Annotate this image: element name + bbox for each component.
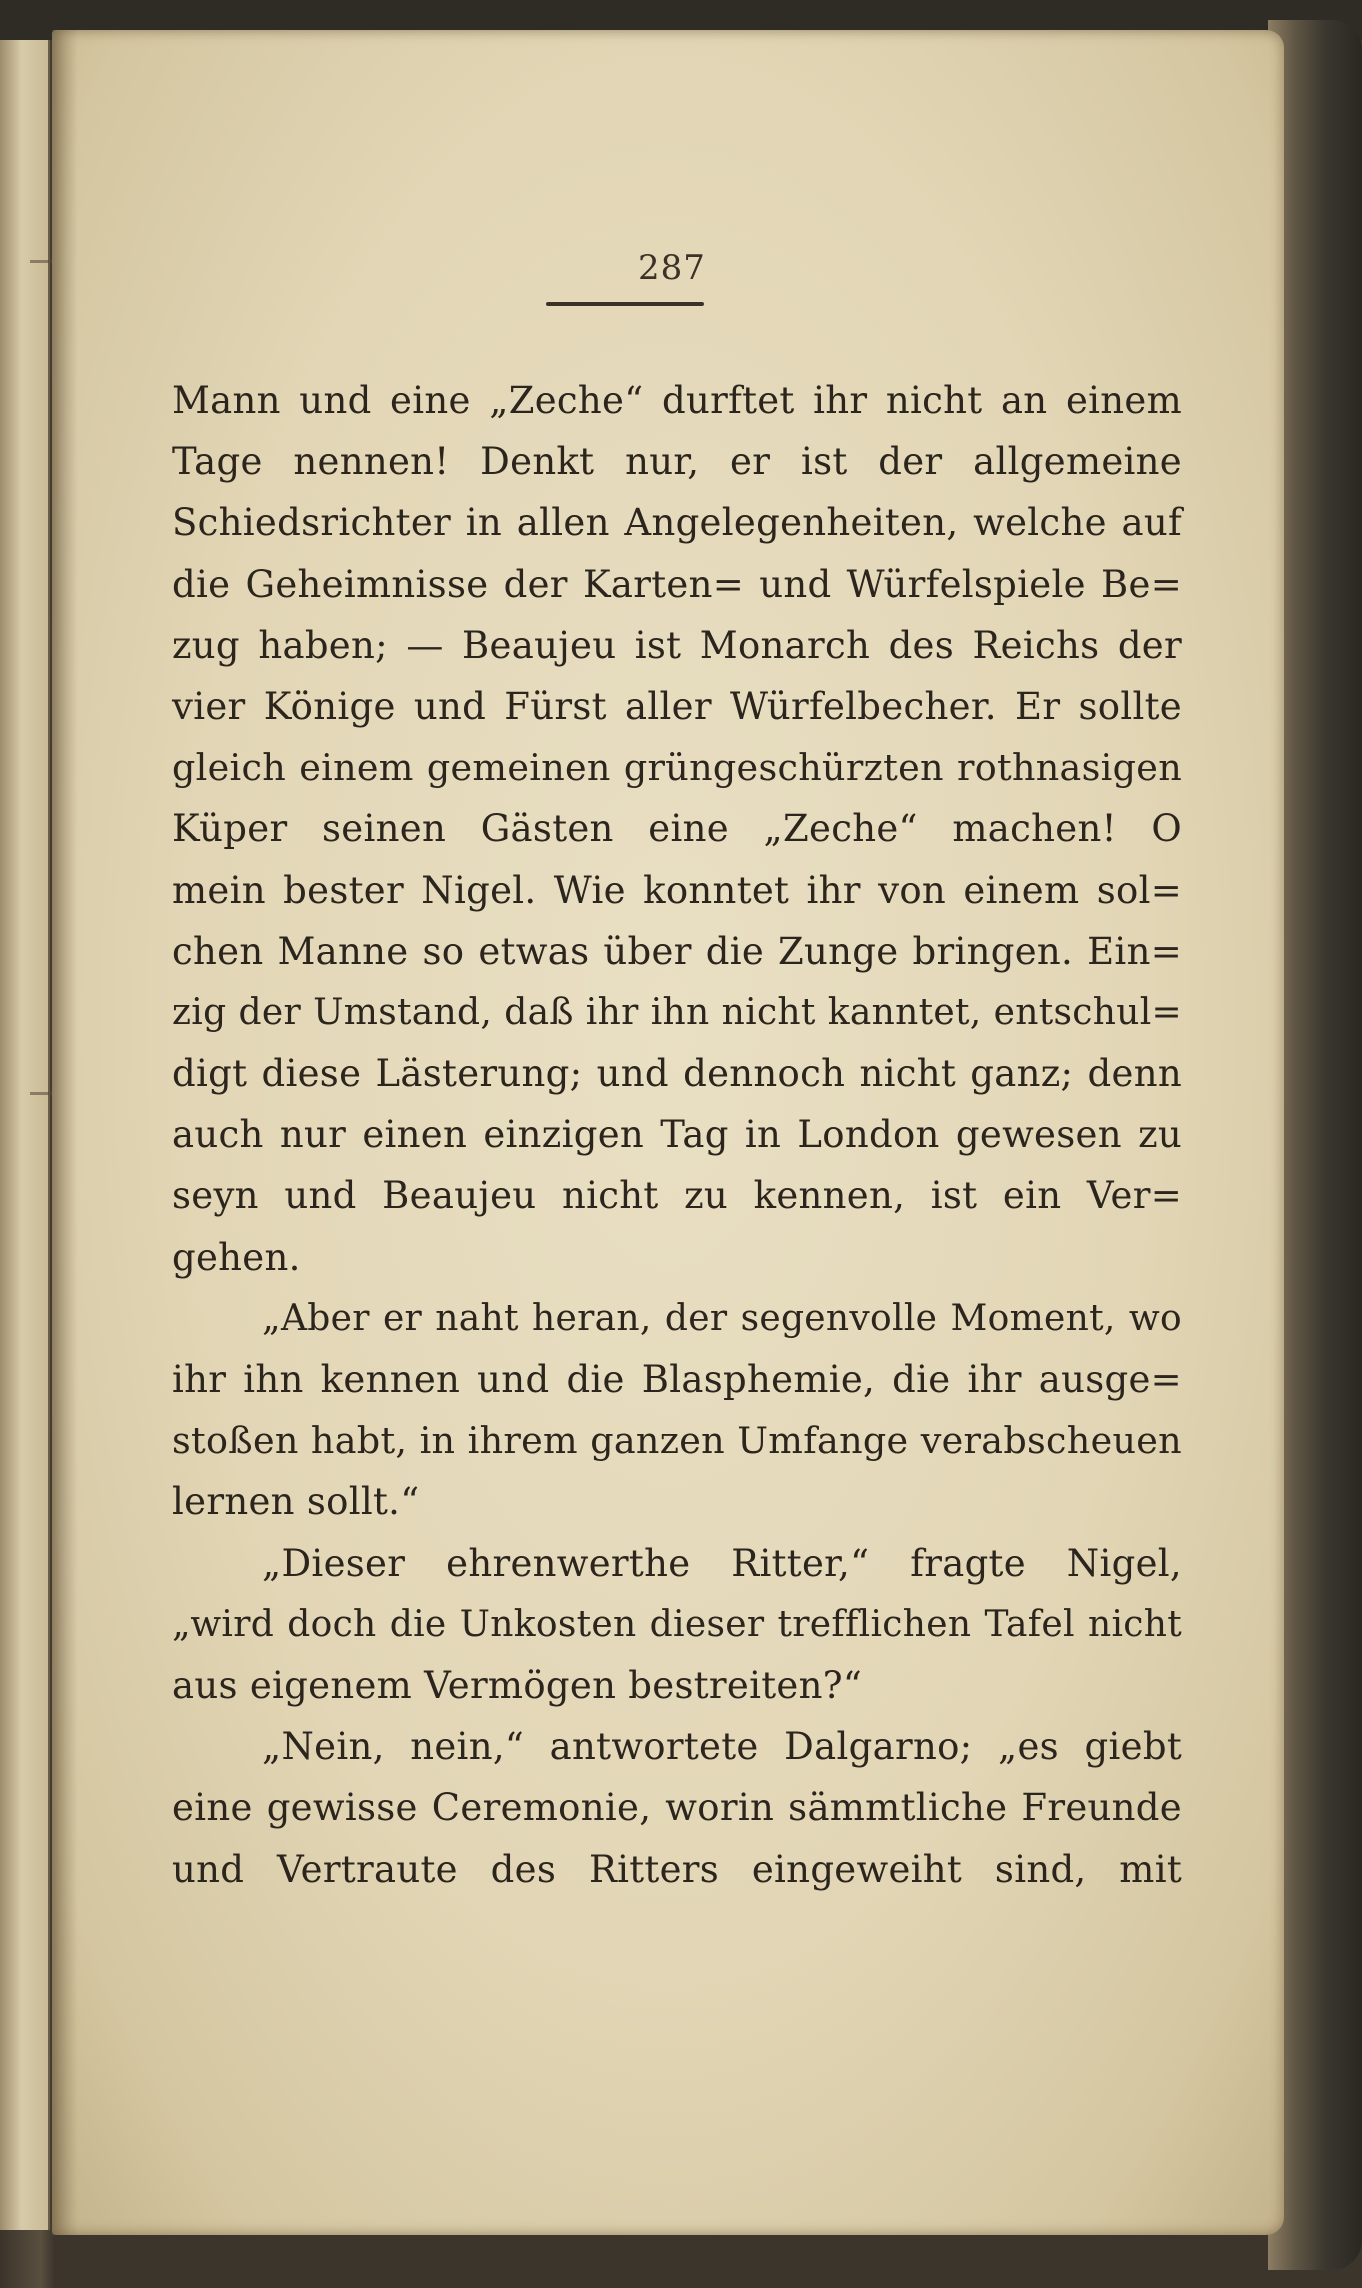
text-line: „Aber er naht heran, der segenvolle Moment, wo — [262, 1297, 1182, 1339]
text-line: lernen sollt.“ — [172, 1480, 420, 1524]
text-line: die Geheimnisse der Karten= und Würfelspiele Be= — [172, 562, 1182, 606]
text-line: gehen. — [172, 1235, 301, 1279]
text-line: digt diese Lästerung; und dennoch nicht ganz; denn — [172, 1052, 1182, 1096]
text-line: seyn und Beaujeu nicht zu kennen, ist ein Ver= — [172, 1174, 1182, 1218]
text-line: ihr ihn kennen und die Blasphemie, die ihr ausge= — [172, 1358, 1182, 1401]
gutter-shadow — [52, 30, 78, 2235]
text-line: zig der Umstand, daß ihr ihn nicht kanntet, entschul= — [172, 991, 1182, 1033]
text-line: gleich einem gemeinen grüngeschürzten rothnasigen — [172, 746, 1182, 790]
text-line: „Dieser ehrenwerthe Ritter,“ fragte Nigel, — [262, 1541, 1182, 1585]
text-line: „wird doch die Unkosten dieser trefflichen Tafel nicht — [172, 1603, 1182, 1645]
text-line: stoßen habt, in ihrem ganzen Umfange verabscheuen — [172, 1419, 1182, 1463]
margin-mark — [30, 260, 52, 263]
text-line: mein bester Nigel. Wie konntet ihr von einem sol= — [172, 868, 1182, 912]
margin-mark — [30, 1092, 52, 1095]
text-line: eine gewisse Ceremonie, worin sämmtliche Freunde — [172, 1786, 1182, 1830]
text-line: und Vertraute des Ritters eingeweiht sind, mit — [172, 1847, 1182, 1891]
left-page-edge — [0, 40, 50, 2230]
text-line: zug haben; — Beaujeu ist Monarch des Reichs der — [172, 623, 1182, 667]
text-line: vier Könige und Fürst aller Würfelbecher. Er sollte — [172, 684, 1182, 728]
text-line: Mann und eine „Zeche“ durftet ihr nicht an einem — [172, 379, 1182, 422]
book-page — [52, 30, 1284, 2235]
text-line: Küper seinen Gästen eine „Zeche“ machen! O — [172, 807, 1182, 851]
text-line: Schiedsrichter in allen Angelegenheiten, welche auf — [172, 501, 1182, 545]
text-line: chen Manne so etwas über die Zunge bringen. Ein= — [172, 929, 1182, 973]
header-rule — [546, 302, 704, 306]
page-text — [172, 370, 1182, 1900]
page-number: 287 — [638, 248, 706, 288]
text-line: Tage nennen! Denkt nur, er ist der allgemeine — [172, 440, 1182, 484]
text-line: auch nur einen einzigen Tag in London gewesen zu — [172, 1113, 1182, 1157]
text-line: aus eigenem Vermögen bestreiten?“ — [172, 1663, 863, 1707]
text-line: „Nein, nein,“ antwortete Dalgarno; „es giebt — [262, 1725, 1182, 1769]
